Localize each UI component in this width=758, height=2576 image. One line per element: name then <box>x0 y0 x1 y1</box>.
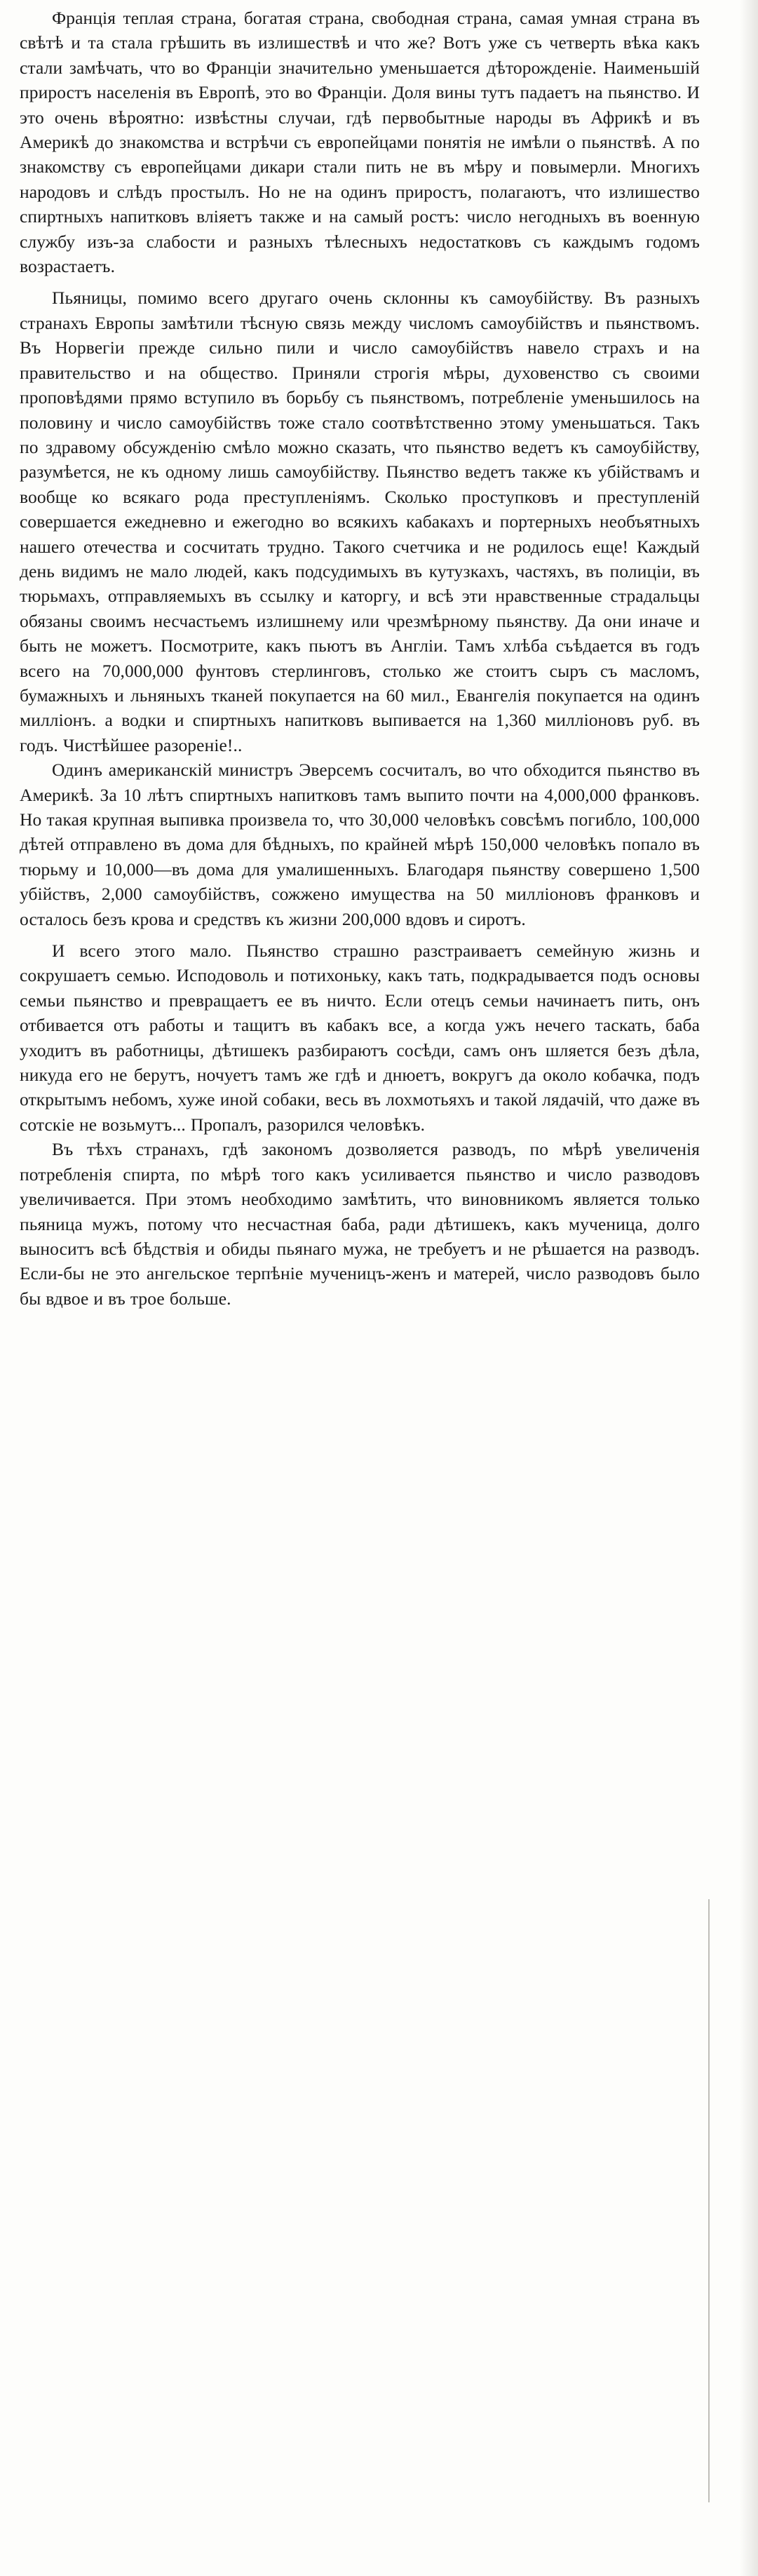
paragraph-spacer-2 <box>20 931 700 938</box>
paragraph-3: Одинъ американскій министръ Эверсемъ сосчиталъ, во что обходится пьянство въ Америкѣ. За 10 лѣтъ спиртныхъ напитковъ тамъ выпито почти на 4,000,000 франковъ. Но такая крупная выпивка произвела то, что 30,000 человѣкъ совсѣмъ погибло, 100,000 дѣтей отправлено въ дома для бѣдныхъ, по крайней мѣрѣ 150,000 человѣкъ попало въ тюрьму и 10,000—въ дома для умалишенныхъ. Благодаря пьянству совершено 1,500 убійствъ, 2,000 самоубійствъ, сожжено имущества на 50 милліоновъ франковъ и осталось безъ крова и средствъ къ жизни 200,000 вдовъ и сиротъ. <box>20 760 700 929</box>
paragraph-1: Франція теплая страна, богатая страна, свободная страна, самая умная страна въ свѣтѣ и та стала грѣшить въ излишествѣ и что же? Вотъ уже съ четверть вѣка какъ стали замѣчать, что во Франціи значительно уменьшается дѣторожденіе. Наименьшій приростъ населенія въ Европѣ, это во Франціи. Доля вины тутъ падаетъ на пьянство. И это очень вѣроятно: извѣстны случаи, гдѣ первобытные народы въ Африкѣ и въ Америкѣ до знакомства и встрѣчи съ европейцами понятія не имѣли о пьянствѣ. А по знакомству съ европейцами дикари стали пить не въ мѣру и повымерли. Многихъ народовъ и слѣдъ простылъ. Но не на одинъ приростъ, полагаютъ, что излишество спиртныхъ напитковъ вліяетъ также и на самый ростъ: число негодныхъ въ военную службу изъ-за слабости и разныхъ тѣлесныхъ недостатковъ съ каждымъ годомъ возрастаетъ. <box>20 8 700 277</box>
paragraph-2: Пьяницы, помимо всего другаго очень склонны къ самоубійству. Въ разныхъ странахъ Европы замѣтили тѣсную связь между числомъ самоубійствъ и пьянствомъ. Въ Норвегіи прежде сильно пили и число самоубійствъ навело страхъ и на правительство и на общество. Приняли строгія мѣры, духовенство съ своими проповѣдями прямо вступило въ борьбу съ пьянствомъ, потребленіе уменьшилось на половину и число самоубійствъ тоже стало соотвѣтственно этому уменьшаться. Такъ по здравому обсужденію смѣло можно сказать, что пьянство ведетъ къ самоубійству, разумѣется, не къ одному лишь самоубійству. Пьянство ведетъ также къ убійствамъ и вообще ко всякаго рода преступленіямъ. Сколько проступковъ и преступленій совершается ежедневно и ежегодно во всякихъ кабакахъ и портерныхъ необъятныхъ нашего отечества и сосчитать трудно. Такого счетчика и не родилось еще! Каждый день видимъ не мало людей, какъ подсудимыхъ въ кутузкахъ, частяхъ, въ полиціи, въ тюрьмахъ, отправляемыхъ въ ссылку и каторгу, и всѣ эти нравственные страдальцы обязаны своимъ несчастьемъ излишнему или чрезмѣрному пьянству. Да они иначе и быть не можетъ. Посмотрите, какъ пьютъ въ Англіи. Тамъ хлѣба съѣдается въ годъ всего на 70,000,000 фунтовъ стерлинговъ, столько же стоитъ сыръ съ масломъ, бумажныхъ и льняныхъ тканей покупается на 60 мил., Евангелія покупается на одинъ милліонъ. а водки и спиртныхъ напитковъ выпивается на 1,360 милліоновъ руб. въ годъ. Чистѣйшее разореніе!.. <box>20 288 700 755</box>
paragraph-4: И всего этого мало. Пьянство страшно разстраиваетъ семейную жизнь и сокрушаетъ семью. Исподоволь и потихоньку, какъ тать, подкрадывается подъ основы семьи пьянство и превращаетъ ее въ ничто. Если отецъ семьи начинаетъ пить, онъ отбивается отъ работы и тащитъ въ кабакъ все, а когда ужъ нечего таскать, баба уходитъ въ работницы, дѣтишекъ разбираютъ сосѣди, самъ онъ шляется безъ дѣла, никуда его не берутъ, ночуетъ тамъ же гдѣ и днюетъ, вокругъ да около кобачка, подъ открытымъ небомъ, хуже иной собаки, весь въ лохмотьяхъ и такой лядачій, что даже въ сотскіе не возьмутъ... Пропалъ, разорился человѣкъ. <box>20 940 700 1135</box>
paragraph-5: Въ тѣхъ странахъ, гдѣ закономъ дозволяется разводъ, по мѣрѣ увеличенія потребленія спирта, по мѣрѣ того какъ усиливается пьянство и число разводовъ увеличивается. При этомъ необходимо замѣтить, что виновникомъ является только пьяница мужъ, потому что несчастная баба, ради дѣтишекъ, какъ мученица, долго выноситъ всѣ бѣдствія и обиды пьянаго мужа, не требуетъ и не рѣшается на разводъ. Если-бы не это ангельское терпѣніе мученицъ-женъ и матерей, число разводовъ было бы вдвое и въ трое больше. <box>20 1139 700 1309</box>
text-column <box>20 6 700 1311</box>
paragraph-spacer <box>20 278 700 285</box>
page-edge-line <box>708 1899 710 2502</box>
